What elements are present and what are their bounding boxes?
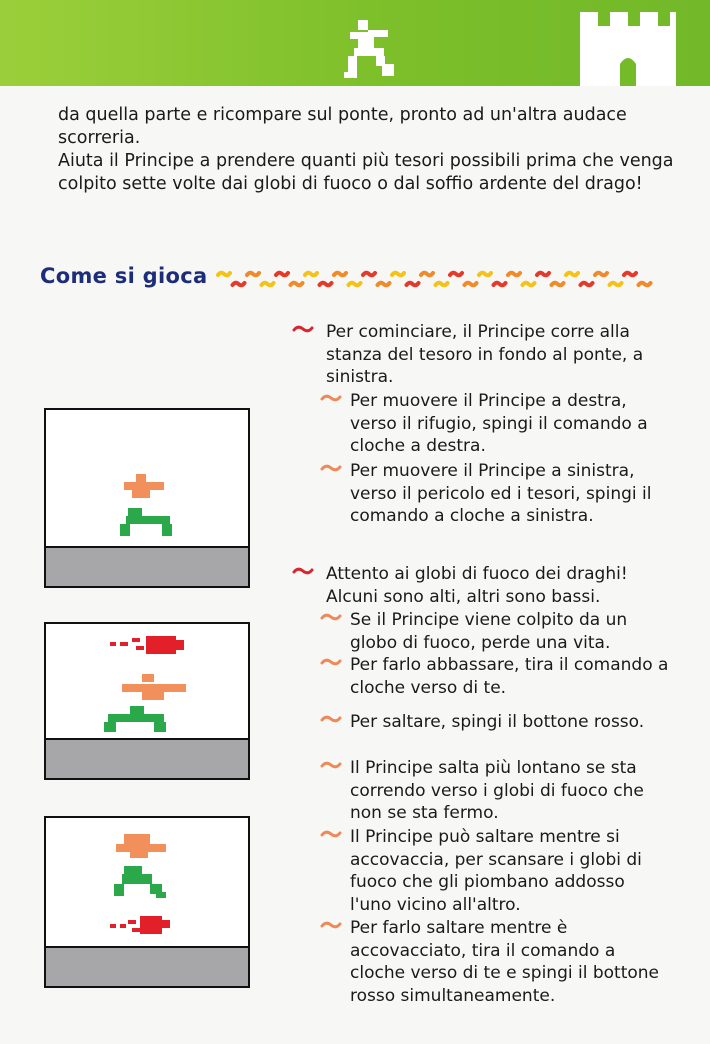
bridge-floor (46, 946, 248, 986)
instruction-text: Attento ai globi di fuoco dei draghi! Alcuni sono alti, altri sono bassi. (326, 564, 628, 607)
instruction-text: Per farlo saltare mentre è accovacciato, tira il comando a cloche verso di te e spingi il bottone rosso simultaneamente. (350, 918, 660, 1006)
intro-text (58, 104, 678, 196)
wave-stroke (581, 283, 593, 286)
instruction-text: Il Principe salta più lontano se sta correndo verso i globi di fuoco che non se sta fermo. (350, 758, 644, 823)
orange-wave-bullet-icon (320, 657, 342, 667)
wave-stroke (624, 273, 636, 276)
castle-tower-icon (580, 12, 676, 86)
fireball-sprite (106, 634, 196, 656)
wave-stroke (233, 283, 245, 286)
wave-stroke (508, 273, 520, 276)
wave-stroke (262, 283, 274, 286)
orange-wave-bullet-icon (320, 463, 342, 473)
header-band (0, 0, 710, 86)
instruction-item (326, 563, 666, 608)
wave-stroke (392, 273, 404, 276)
prince-jumping-sprite (112, 832, 182, 914)
bridge-floor (46, 738, 248, 778)
orange-wave-bullet-icon (320, 829, 342, 839)
intro-paragraph-2: Aiuta il Principe a prendere quanti più tesori possibili prima che venga colpito sette volte dai globi di fuoco o dal soffio ardente del drago! (58, 151, 674, 194)
instruction-item (350, 460, 670, 528)
wave-stroke (595, 273, 607, 276)
wave-stroke (320, 283, 332, 286)
running-figure-icon (344, 18, 408, 80)
wave-stroke (218, 273, 230, 276)
wave-stroke (465, 283, 477, 286)
instruction-item (326, 321, 666, 389)
wave-stroke (276, 273, 288, 276)
orange-wave-bullet-icon (320, 714, 342, 724)
orange-wave-bullet-icon (320, 612, 342, 622)
wave-stroke (610, 283, 622, 286)
wave-stroke (363, 273, 375, 276)
red-wave-bullet-icon (292, 324, 314, 334)
prince-ducking-sprite (102, 672, 192, 736)
wave-divider-decoration (214, 266, 658, 292)
wave-stroke (523, 283, 535, 286)
fireball-sprite (108, 914, 178, 938)
instruction-item (350, 654, 670, 699)
wave-stroke (407, 283, 419, 286)
instruction-text: Il Principe può saltare mentre si accovaccia, per scansare i globi di fuoco che gli piombano addosso l'uno vicino all'altro. (350, 827, 642, 915)
instruction-item (350, 609, 670, 654)
red-wave-bullet-icon (292, 566, 314, 576)
wave-stroke (305, 273, 317, 276)
prince-running-sprite (118, 470, 188, 540)
game-screen-ducking (44, 622, 250, 780)
section-title: Come si gioca (40, 264, 208, 288)
instruction-text: Per farlo abbassare, tira il comando a cloche verso di te. (350, 655, 669, 698)
bridge-floor (46, 546, 248, 586)
wave-stroke (291, 283, 303, 286)
instruction-item (350, 826, 670, 916)
instruction-text: Per muovere il Principe a destra, verso il rifugio, spingi il comando a cloche a destra. (350, 391, 648, 456)
instruction-text: Per saltare, spingi il bottone rosso. (350, 712, 645, 732)
instruction-item (350, 757, 670, 825)
wave-stroke (421, 273, 433, 276)
intro-paragraph-1: da quella parte e ricompare sul ponte, pronto ad un'altra audace scorreria. (58, 105, 627, 148)
wave-stroke (479, 273, 491, 276)
instruction-text: Per cominciare, il Principe corre alla stanza del tesoro in fondo al ponte, a sinistra. (326, 322, 644, 387)
orange-wave-bullet-icon (320, 760, 342, 770)
wave-stroke (537, 273, 549, 276)
instruction-item (350, 711, 670, 734)
orange-wave-bullet-icon (320, 393, 342, 403)
game-screen-running (44, 408, 250, 588)
wave-stroke (436, 283, 448, 286)
wave-stroke (639, 283, 651, 286)
wave-stroke (378, 283, 390, 286)
instruction-item (350, 917, 670, 1007)
wave-stroke (334, 273, 346, 276)
wave-stroke (349, 283, 361, 286)
wave-stroke (450, 273, 462, 276)
wave-stroke (552, 283, 564, 286)
instruction-item (350, 390, 670, 458)
game-screen-jumping (44, 816, 250, 988)
instruction-text: Se il Principe viene colpito da un globo di fuoco, perde una vita. (350, 610, 628, 653)
wave-stroke (494, 283, 506, 286)
wave-stroke (566, 273, 578, 276)
instruction-text: Per muovere il Principe a sinistra, verso il pericolo ed i tesori, spingi il comando a cloche a sinistra. (350, 461, 652, 526)
wave-stroke (247, 273, 259, 276)
orange-wave-bullet-icon (320, 920, 342, 930)
